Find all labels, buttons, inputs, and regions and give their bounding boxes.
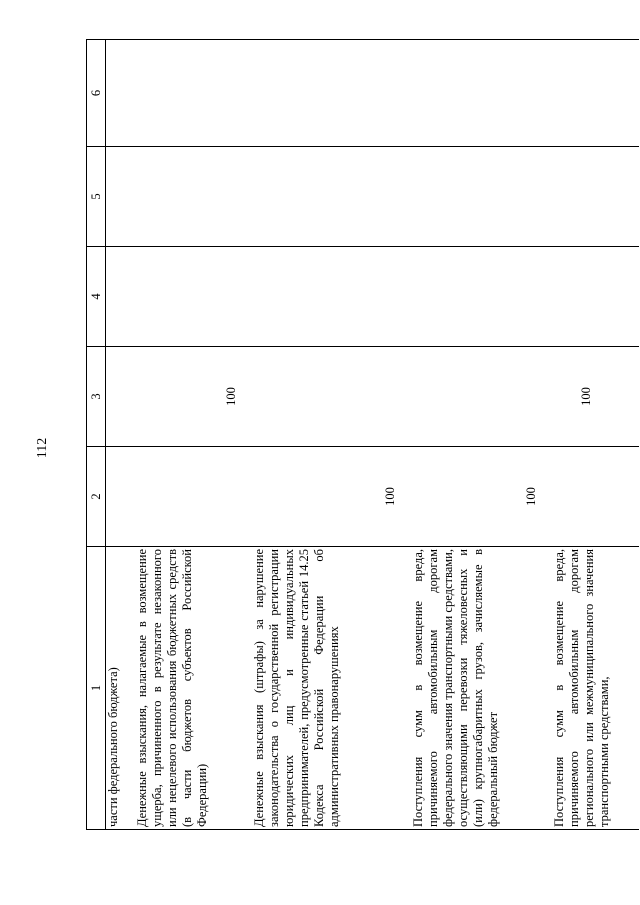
cell-col5 (106, 147, 127, 247)
column-header: 1 (87, 547, 106, 830)
column-header: 6 (87, 40, 106, 147)
cell-col4 (126, 247, 243, 347)
row-description: Поступления сумм в возмещение вреда, причиняемого автомобильным дорогам регионального или межмуниципального значения транспортными средствами, (543, 547, 639, 830)
cell-col6 (243, 40, 402, 147)
cell-col6 (126, 40, 243, 147)
table-header-row (87, 40, 106, 830)
cell-col2 (126, 447, 243, 547)
page-number: 112 (35, 437, 50, 459)
cell-col2: 100 (243, 447, 402, 547)
cell-col3: 100 (543, 347, 639, 447)
cell-col4 (402, 247, 543, 347)
cell-col6 (106, 40, 127, 147)
table-row (126, 40, 243, 830)
cell-col5 (543, 147, 639, 247)
column-header: 5 (87, 147, 106, 247)
row-description: части федерального бюджета) (106, 547, 127, 830)
cell-col4 (543, 247, 639, 347)
table-row (543, 40, 639, 830)
cell-col4 (106, 247, 127, 347)
cell-col2 (106, 447, 127, 547)
cell-col3: 100 (126, 347, 243, 447)
revenue-distribution-table (86, 39, 639, 830)
column-header: 4 (87, 247, 106, 347)
cell-col2 (543, 447, 639, 547)
cell-col3 (402, 347, 543, 447)
cell-col5 (126, 147, 243, 247)
column-header: 3 (87, 347, 106, 447)
cell-col6 (543, 40, 639, 147)
row-description: Поступления сумм в возмещение вреда, причиняемого автомобильным дорогам федерального значения транспортными средствами, осуществляющими перевозки тяжеловесных и (или) крупногабаритных грузов, зачисляемые в федеральный бюджет (402, 547, 543, 830)
table-row (402, 40, 543, 830)
cell-col3 (106, 347, 127, 447)
rotated-table-container (86, 40, 611, 830)
row-description: Денежные взыскания (штрафы) за нарушение законодательства о государственной регистрации юридических лиц и индивидуальных предпринимателей, предусмотренные статьей 14.25 Кодекса Российской Федерации об административных правонарушениях (243, 547, 402, 830)
cell-col6 (402, 40, 543, 147)
cell-col5 (243, 147, 402, 247)
row-description: Денежные взыскания, налагаемые в возмещение ущерба, причиненного в результате незаконного или нецелевого использования бюджетных средств (в части бюджетов субъектов Российской Федерации) (126, 547, 243, 830)
table-row (106, 40, 127, 830)
cell-col5 (402, 147, 543, 247)
column-header: 2 (87, 447, 106, 547)
cell-col4 (243, 247, 402, 347)
cell-col2: 100 (402, 447, 543, 547)
cell-col3 (243, 347, 402, 447)
table-row (243, 40, 402, 830)
